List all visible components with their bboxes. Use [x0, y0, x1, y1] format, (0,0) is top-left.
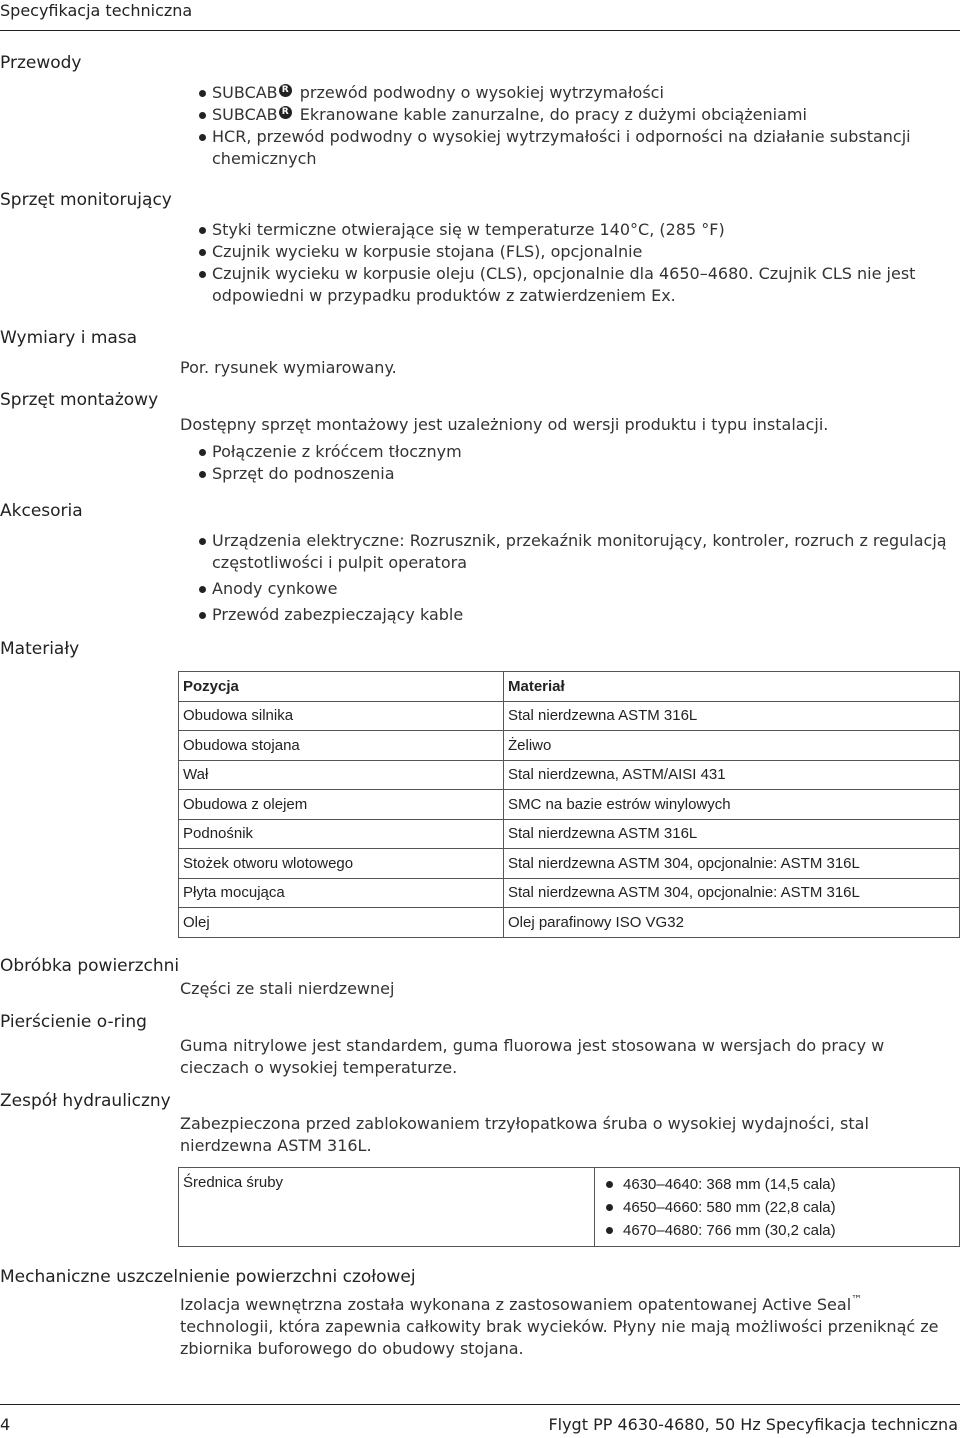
list-item: HCR, przewód podwodny o wysokiej wytrzymałości i odporności na działanie substancji chemicznych: [180, 126, 960, 170]
section-label-akcesoria: Akcesoria: [0, 501, 83, 521]
list-item: Sprzęt do podnoszenia: [180, 463, 960, 485]
table-cell: Stal nierdzewna, ASTM/AISI 431: [504, 760, 960, 790]
list-item: [180, 104, 960, 126]
table-cell: Stal nierdzewna ASTM 304, opcjonalnie: ASTM 316L: [504, 878, 960, 908]
list-item: Urządzenia elektryczne: Rozrusznik, przekaźnik monitorujący, kontroler, rozruch z regulacją częstotliwości i pulpit operatora: [180, 530, 960, 574]
table-cell: Obudowa z olejem: [179, 790, 504, 820]
table-cell: Olej parafinowy ISO VG32: [504, 908, 960, 938]
brand-name: SUBCAB: [212, 83, 278, 102]
materials-table: [178, 671, 960, 938]
table-cell: Stożek otworu wlotowego: [179, 849, 504, 879]
section-label-przewody: Przewody: [0, 53, 82, 73]
table-row: [179, 760, 960, 790]
section-label-obrobka: Obróbka powierzchni: [0, 956, 180, 976]
table-row: [179, 790, 960, 820]
section-label-uszczelnienie: Mechaniczne uszczelnienie powierzchni czołowej: [0, 1267, 416, 1287]
seal-text-part2: technologii, która zapewnia całkowity brak wycieków. Płyny nie mają możliwości przeniknąć ze zbiornika buforowego do obudowy stojana.: [180, 1317, 939, 1358]
table-header-cell: Materiał: [504, 672, 960, 702]
table-cell: Płyta mocująca: [179, 878, 504, 908]
table-cell: Stal nierdzewna ASTM 316L: [504, 819, 960, 849]
table-row: [179, 701, 960, 731]
table-cell: Żeliwo: [504, 731, 960, 761]
section-label-hydraulika: Zespół hydrauliczny: [0, 1091, 171, 1111]
header-divider: [0, 30, 960, 31]
table-divider: [594, 1168, 595, 1246]
list-item-text: Ekranowane kable zanurzalne, do pracy z dużymi obciążeniami: [299, 105, 807, 124]
table-cell: Olej: [179, 908, 504, 938]
section-label-oring: Pierścienie o-ring: [0, 1012, 147, 1032]
oring-text: Guma nitrylowe jest standardem, guma fluorowa jest stosowana w wersjach do pracy w cieczach o wysokiej temperaturze.: [180, 1036, 885, 1077]
list-item-text: przewód podwodny o wysokiej wytrzymałości: [299, 83, 664, 102]
hydraulics-text: Zabezpieczona przed zablokowaniem trzyłopatkowa śruba o wysokiej wydajności, stal nierdzewna ASTM 316L.: [180, 1114, 869, 1155]
mounting-list: [180, 441, 960, 485]
section-label-montaz: Sprzęt montażowy: [0, 390, 159, 410]
table-cell: SMC na bazie estrów winylowych: [504, 790, 960, 820]
table-cell: Obudowa silnika: [179, 701, 504, 731]
monitoring-list: [180, 219, 960, 307]
page-header-title: Specyfikacja techniczna: [0, 1, 193, 20]
registered-mark-icon: R: [279, 106, 292, 119]
seal-text-part1: Izolacja wewnętrzna została wykonana z zastosowaniem opatentowanej Active Seal: [180, 1295, 852, 1314]
footer-title: Flygt PP 4630-4680, 50 Hz Specyfikacja techniczna: [548, 1415, 958, 1434]
table-cell: Wał: [179, 760, 504, 790]
table-row: [179, 908, 960, 938]
table-cell: Podnośnik: [179, 819, 504, 849]
page-number: 4: [0, 1415, 11, 1434]
screw-diameter-table: [178, 1167, 960, 1247]
list-item: 4650–4660: 580 mm (22,8 cala): [597, 1196, 836, 1219]
table-cell: Stal nierdzewna ASTM 316L: [504, 701, 960, 731]
list-item: Czujnik wycieku w korpusie stojana (FLS), opcjonalnie: [180, 241, 960, 263]
seal-text: [180, 1289, 940, 1360]
dimensions-text: Por. rysunek wymiarowany.: [180, 358, 397, 377]
table-cell: Obudowa stojana: [179, 731, 504, 761]
screw-diameter-label: Średnica śruby: [183, 1174, 284, 1191]
screw-diameter-list: [597, 1173, 836, 1242]
cables-list: [180, 82, 960, 170]
table-row: [179, 819, 960, 849]
table-header-cell: Pozycja: [179, 672, 504, 702]
table-cell: Stal nierdzewna ASTM 304, opcjonalnie: ASTM 316L: [504, 849, 960, 879]
trademark-icon: ™: [851, 1293, 863, 1306]
table-row: [179, 849, 960, 879]
list-item: Czujnik wycieku w korpusie oleju (CLS), opcjonalnie dla 4650–4680. Czujnik CLS nie jest odpowiedni w przypadku produktów z zatwierdzeniem Ex.: [180, 263, 960, 307]
mounting-text: Dostępny sprzęt montażowy jest uzależniony od wersji produktu i typu instalacji.: [180, 415, 829, 434]
list-item: Anody cynkowe: [180, 578, 960, 600]
list-item: Styki termiczne otwierające się w temperaturze 140°C, (285 °F): [180, 219, 960, 241]
registered-mark-icon: R: [279, 84, 292, 97]
list-item: 4670–4680: 766 mm (30,2 cala): [597, 1219, 836, 1242]
table-header-row: [179, 672, 960, 702]
table-row: [179, 731, 960, 761]
list-item: Połączenie z króćcem tłocznym: [180, 441, 960, 463]
list-item: 4630–4640: 368 mm (14,5 cala): [597, 1173, 836, 1196]
brand-name: SUBCAB: [212, 105, 278, 124]
list-item: Przewód zabezpieczający kable: [180, 604, 960, 626]
list-item: [180, 82, 960, 104]
section-label-materialy: Materiały: [0, 639, 80, 659]
accessories-list: [180, 530, 960, 626]
section-label-monitoring: Sprzęt monitorujący: [0, 190, 172, 210]
table-row: [179, 878, 960, 908]
surface-treatment-text: Części ze stali nierdzewnej: [180, 979, 395, 998]
section-label-wymiary: Wymiary i masa: [0, 328, 138, 348]
footer-divider: [0, 1404, 960, 1405]
